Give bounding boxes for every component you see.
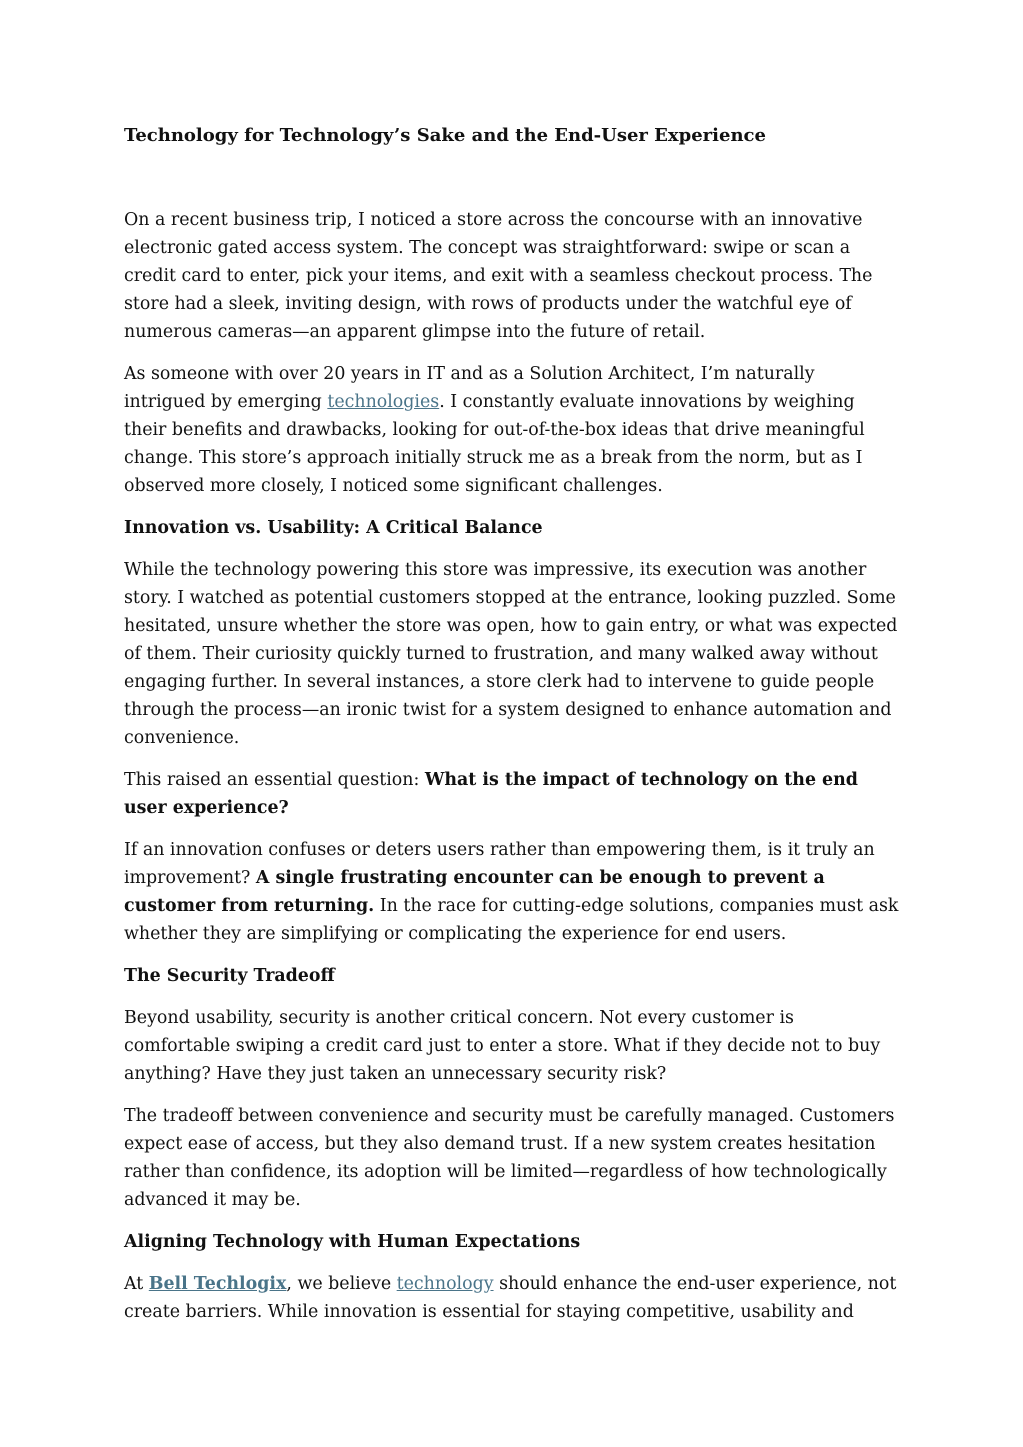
section-heading-aligning: Aligning Technology with Human Expectations bbox=[124, 1232, 581, 1252]
paragraph-tradeoff: The tradeoff between convenience and security must be carefully managed. Customers expect ease of access, but they also demand trust. If a new system creates hesitation rather than confidence, its adoption will be limited—regardless of how technologically advanced it may be. bbox=[124, 1106, 895, 1210]
document-body bbox=[124, 206, 899, 1340]
paragraph-company bbox=[124, 1270, 899, 1326]
paragraph-question bbox=[124, 766, 899, 822]
paragraph-improvement bbox=[124, 836, 899, 948]
bell-techlogix-link-label: Bell Techlogix bbox=[148, 1274, 287, 1294]
paragraph-text: . I constantly evaluate innovations by weighing their benefits and drawbacks, looking for out-of-the-box ideas that drive meaningful change. This store’s approach initially struck me as a break from the norm, but as I observed more closely, I noticed some significant challenges. bbox=[124, 392, 865, 496]
paragraph-intro: On a recent business trip, I noticed a store across the concourse with an innovative electronic gated access system. The concept was straightforward: swipe or scan a credit card to enter, pick your items, and exit with a seamless checkout process. The store had a sleek, inviting design, with rows of products under the watchful eye of numerous cameras—an apparent glimpse into the future of retail. bbox=[124, 210, 873, 342]
section-heading-security: The Security Tradeoff bbox=[124, 966, 335, 986]
document-title: Technology for Technology’s Sake and the End-User Experience bbox=[124, 125, 766, 146]
section-heading-innovation: Innovation vs. Usability: A Critical Balance bbox=[124, 518, 543, 538]
paragraph-text: , we believe bbox=[286, 1274, 397, 1294]
paragraph-text: should enhance the end-user experience, not create barriers. While innovation is essential for staying competitive, usability and bbox=[124, 1274, 897, 1322]
bell-techlogix-link[interactable] bbox=[149, 1274, 287, 1294]
paragraph-text: As someone with over 20 years in IT and as a Solution Architect, I’m naturally intrigued by emerging bbox=[124, 364, 815, 412]
paragraph-text: If an innovation confuses or deters users rather than empowering them, is it truly an improvement? bbox=[124, 840, 875, 888]
technologies-link[interactable]: technologies bbox=[327, 392, 440, 412]
technology-link[interactable]: technology bbox=[396, 1274, 494, 1294]
paragraph-text: At bbox=[124, 1274, 149, 1294]
bold-question: What is the impact of technology on the end user experience? bbox=[124, 770, 858, 818]
paragraph-observation: While the technology powering this store was impressive, its execution was another story. I watched as potential customers stopped at the entrance, looking puzzled. Some hesitated, unsure whether the store was open, how to gain entry, or what was expected of them. Their curiosity quickly turned to frustration, and many walked away without engaging further. In several instances, a store clerk had to intervene to guide people through the process—an ironic twist for a system designed to enhance automation and convenience. bbox=[124, 560, 898, 748]
bold-statement: A single frustrating encounter can be enough to prevent a customer from returning. bbox=[124, 868, 825, 916]
paragraph-text: This raised an essential question: bbox=[124, 770, 425, 790]
paragraph-security: Beyond usability, security is another critical concern. Not every customer is comfortable swiping a credit card just to enter a store. What if they decide not to buy anything? Have they just taken an unnecessary security risk? bbox=[124, 1008, 881, 1084]
paragraph-text: In the race for cutting-edge solutions, companies must ask whether they are simplifying or complicating the experience for end users. bbox=[124, 896, 899, 944]
paragraph-background bbox=[124, 360, 899, 500]
